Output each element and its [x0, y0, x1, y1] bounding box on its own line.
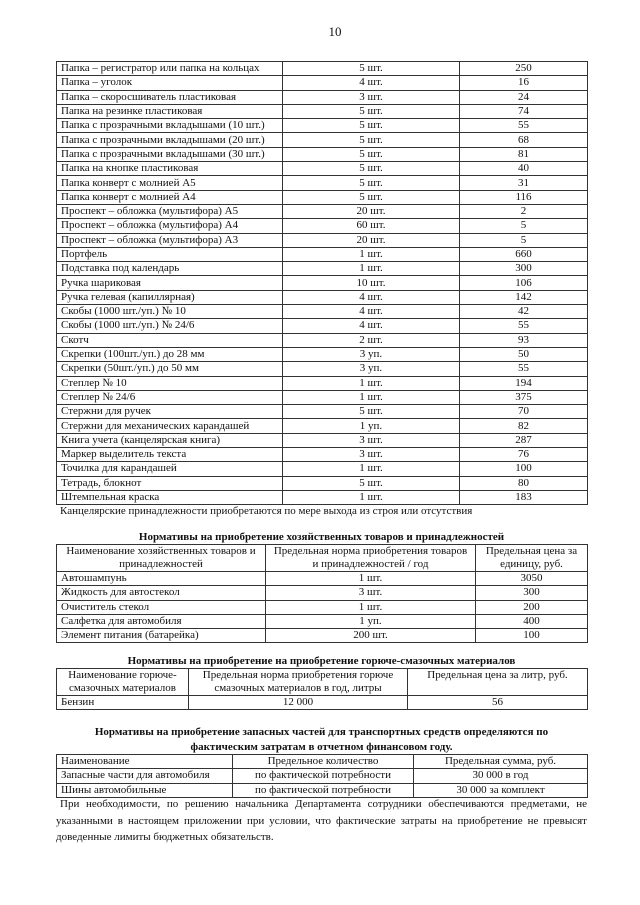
item-name-cell: Точилка для карандашей — [57, 462, 283, 476]
quantity-cell: 5 шт. — [283, 190, 460, 204]
price-cell: 5 — [460, 219, 588, 233]
quantity-cell: 1 шт. — [283, 262, 460, 276]
item-name-cell: Ручка шариковая — [57, 276, 283, 290]
table-row — [57, 448, 588, 462]
quantity-cell: 5 шт. — [283, 133, 460, 147]
price-cell: 55 — [460, 319, 588, 333]
quantity-cell: 1 шт. — [283, 390, 460, 404]
table-row — [57, 204, 588, 218]
price-cell: 100 — [476, 629, 588, 643]
table-row — [57, 176, 588, 190]
quantity-cell: 3 шт. — [283, 90, 460, 104]
price-cell: 93 — [460, 333, 588, 347]
table-row — [57, 433, 588, 447]
item-name-cell: Портфель — [57, 247, 283, 261]
table-row — [57, 90, 588, 104]
item-name-cell: Папка – скоросшиватель пластиковая — [57, 90, 283, 104]
quantity-cell: 3 шт. — [283, 433, 460, 447]
item-name-cell: Скобы (1000 шт./уп.) № 10 — [57, 305, 283, 319]
price-cell: 194 — [460, 376, 588, 390]
quantity-cell: 3 уп. — [283, 362, 460, 376]
table-row — [57, 319, 588, 333]
quantity-cell: 1 уп. — [266, 614, 476, 628]
fuel-table — [56, 668, 588, 710]
price-cell: 287 — [460, 433, 588, 447]
item-name-cell: Бензин — [57, 696, 189, 710]
column-header: Предельная сумма, руб. — [414, 755, 588, 769]
table-row — [57, 333, 588, 347]
table-row — [57, 104, 588, 118]
price-cell: 50 — [460, 347, 588, 361]
item-name-cell: Шины автомобильные — [57, 783, 233, 797]
quantity-cell: 5 шт. — [283, 176, 460, 190]
quantity-cell: 5 шт. — [283, 104, 460, 118]
item-name-cell: Салфетка для автомобиля — [57, 614, 266, 628]
quantity-cell: 1 шт. — [283, 247, 460, 261]
table-row — [57, 305, 588, 319]
item-name-cell: Стержни для механических карандашей — [57, 419, 283, 433]
price-cell: 68 — [460, 133, 588, 147]
item-name-cell: Стержни для ручек — [57, 405, 283, 419]
item-name-cell: Степлер № 10 — [57, 376, 283, 390]
price-cell: 250 — [460, 62, 588, 76]
column-header: Предельная норма приобретения товаров и принадлежностей / год — [266, 545, 476, 572]
price-cell: 24 — [460, 90, 588, 104]
item-name-cell: Папка – регистратор или папка на кольцах — [57, 62, 283, 76]
quantity-cell: 4 шт. — [283, 290, 460, 304]
price-cell: 82 — [460, 419, 588, 433]
quantity-cell: 5 шт. — [283, 62, 460, 76]
quantity-cell: 3 шт. — [283, 448, 460, 462]
table-row — [57, 362, 588, 376]
table-row — [57, 290, 588, 304]
item-name-cell: Скрепки (50шт./уп.) до 50 мм — [57, 362, 283, 376]
quantity-cell: 3 уп. — [283, 347, 460, 361]
price-cell: 76 — [460, 448, 588, 462]
column-header: Предельное количество — [233, 755, 414, 769]
price-cell: 660 — [460, 247, 588, 261]
price-cell: 55 — [460, 362, 588, 376]
table-row — [57, 490, 588, 504]
item-name-cell: Папка с прозрачными вкладышами (10 шт.) — [57, 119, 283, 133]
price-cell: 183 — [460, 490, 588, 504]
item-name-cell: Элемент питания (батарейка) — [57, 629, 266, 643]
table-row — [57, 405, 588, 419]
item-name-cell: Папка с прозрачными вкладышами (20 шт.) — [57, 133, 283, 147]
table-row — [57, 696, 588, 710]
quantity-cell: 20 шт. — [283, 233, 460, 247]
price-cell: 5 — [460, 233, 588, 247]
table-row — [57, 190, 588, 204]
price-cell: 400 — [476, 614, 588, 628]
quantity-cell: 12 000 — [189, 696, 408, 710]
quantity-cell: 1 шт. — [283, 490, 460, 504]
price-cell: 2 — [460, 204, 588, 218]
price-cell: 142 — [460, 290, 588, 304]
item-name-cell: Папка – уголок — [57, 76, 283, 90]
item-name-cell: Автошампунь — [57, 572, 266, 586]
item-name-cell: Папка конверт с молнией А4 — [57, 190, 283, 204]
table-row — [57, 629, 588, 643]
table-row — [57, 769, 588, 783]
item-name-cell: Папка на кнопке пластиковая — [57, 162, 283, 176]
quantity-cell: 60 шт. — [283, 219, 460, 233]
item-name-cell: Ручка гелевая (капиллярная) — [57, 290, 283, 304]
table-row — [57, 133, 588, 147]
quantity-cell: по фактической потребности — [233, 769, 414, 783]
item-name-cell: Папка конверт с молнией А5 — [57, 176, 283, 190]
item-name-cell: Проспект – обложка (мультифора) А4 — [57, 219, 283, 233]
quantity-cell: 4 шт. — [283, 305, 460, 319]
quantity-cell: 4 шт. — [283, 76, 460, 90]
quantity-cell: 1 уп. — [283, 419, 460, 433]
table-row — [57, 233, 588, 247]
price-cell: 300 — [476, 586, 588, 600]
price-cell: 31 — [460, 176, 588, 190]
household-goods-table — [56, 544, 588, 643]
price-cell: 56 — [408, 696, 588, 710]
parts-table-title: Нормативы на приобретение запасных частей для транспортных средств определяются по фактическим затратам в отчетном финансовом году. — [94, 726, 549, 753]
table-row — [57, 462, 588, 476]
price-cell: 375 — [460, 390, 588, 404]
quantity-cell: 10 шт. — [283, 276, 460, 290]
table-row — [57, 572, 588, 586]
item-name-cell: Папка на резинке пластиковая — [57, 104, 283, 118]
item-name-cell: Жидкость для автостекол — [57, 586, 266, 600]
item-name-cell: Папка с прозрачными вкладышами (30 шт.) — [57, 147, 283, 161]
item-name-cell: Скобы (1000 шт./уп.) № 24/6 — [57, 319, 283, 333]
table-row — [57, 419, 588, 433]
table-row — [57, 76, 588, 90]
table-row — [57, 147, 588, 161]
price-cell: 106 — [460, 276, 588, 290]
price-cell: 80 — [460, 476, 588, 490]
price-cell: 16 — [460, 76, 588, 90]
price-cell: 100 — [460, 462, 588, 476]
item-name-cell: Скотч — [57, 333, 283, 347]
column-header: Наименование хозяйственных товаров и принадлежностей — [57, 545, 266, 572]
column-header: Предельная норма приобретения горюче смазочных материалов в год, литры — [189, 669, 408, 696]
price-cell: 200 — [476, 600, 588, 614]
office-supplies-note: Канцелярские принадлежности приобретаются по мере выхода из строя или отсутствия — [60, 505, 473, 517]
fuel-table-title: Нормативы на приобретение на приобретение горюче-смазочных материалов — [127, 655, 516, 667]
table-row — [57, 276, 588, 290]
table-row — [57, 390, 588, 404]
household-table-title: Нормативы на приобретение хозяйственных товаров и принадлежностей — [138, 531, 505, 543]
table-row — [57, 119, 588, 133]
page-number: 10 — [328, 24, 342, 39]
quantity-cell: по фактической потребности — [233, 783, 414, 797]
item-name-cell: Тетрадь, блокнот — [57, 476, 283, 490]
price-cell: 116 — [460, 190, 588, 204]
column-header: Наименование — [57, 755, 233, 769]
quantity-cell: 5 шт. — [283, 119, 460, 133]
item-name-cell: Штемпельная краска — [57, 490, 283, 504]
table-row — [57, 62, 588, 76]
price-cell: 40 — [460, 162, 588, 176]
column-header: Наименование горюче-смазочных материалов — [57, 669, 189, 696]
quantity-cell: 4 шт. — [283, 319, 460, 333]
table-row — [57, 219, 588, 233]
table-row — [57, 476, 588, 490]
price-cell: 74 — [460, 104, 588, 118]
price-cell: 30 000 в год — [414, 769, 588, 783]
quantity-cell: 200 шт. — [266, 629, 476, 643]
quantity-cell: 5 шт. — [283, 476, 460, 490]
table-row — [57, 347, 588, 361]
table-row — [57, 262, 588, 276]
quantity-cell: 1 шт. — [266, 600, 476, 614]
price-cell: 55 — [460, 119, 588, 133]
item-name-cell: Скрепки (100шт./уп.) до 28 мм — [57, 347, 283, 361]
quantity-cell: 5 шт. — [283, 162, 460, 176]
column-header: Предельная цена за единицу, руб. — [476, 545, 588, 572]
column-header: Предельная цена за литр, руб. — [408, 669, 588, 696]
table-header-row — [57, 545, 588, 572]
table-row — [57, 600, 588, 614]
price-cell: 70 — [460, 405, 588, 419]
price-cell: 42 — [460, 305, 588, 319]
table-header-row — [57, 755, 588, 769]
footer-paragraph: При необходимости, по решению начальника Департамента сотрудники обеспечиваются предметами, не указанными в настоящем приложении при условии, что фактические затраты на приобретение не превысят доведенные лимиты бюджетных обязательств. — [56, 798, 587, 843]
item-name-cell: Подставка под календарь — [57, 262, 283, 276]
item-name-cell: Запасные части для автомобиля — [57, 769, 233, 783]
spare-parts-table — [56, 754, 588, 798]
table-row — [57, 376, 588, 390]
price-cell: 3050 — [476, 572, 588, 586]
price-cell: 30 000 за комплект — [414, 783, 588, 797]
quantity-cell: 20 шт. — [283, 204, 460, 218]
table-row — [57, 586, 588, 600]
item-name-cell: Очиститель стекол — [57, 600, 266, 614]
price-cell: 300 — [460, 262, 588, 276]
table-header-row — [57, 669, 588, 696]
quantity-cell: 1 шт. — [283, 462, 460, 476]
item-name-cell: Книга учета (канцелярская книга) — [57, 433, 283, 447]
quantity-cell: 5 шт. — [283, 147, 460, 161]
table-row — [57, 247, 588, 261]
item-name-cell: Маркер выделитель текста — [57, 448, 283, 462]
table-row — [57, 614, 588, 628]
item-name-cell: Степлер № 24/6 — [57, 390, 283, 404]
item-name-cell: Проспект – обложка (мультифора) А5 — [57, 204, 283, 218]
table-row — [57, 162, 588, 176]
quantity-cell: 3 шт. — [266, 586, 476, 600]
office-supplies-table — [56, 61, 588, 505]
price-cell: 81 — [460, 147, 588, 161]
item-name-cell: Проспект – обложка (мультифора) А3 — [57, 233, 283, 247]
quantity-cell: 1 шт. — [283, 376, 460, 390]
quantity-cell: 5 шт. — [283, 405, 460, 419]
quantity-cell: 1 шт. — [266, 572, 476, 586]
quantity-cell: 2 шт. — [283, 333, 460, 347]
